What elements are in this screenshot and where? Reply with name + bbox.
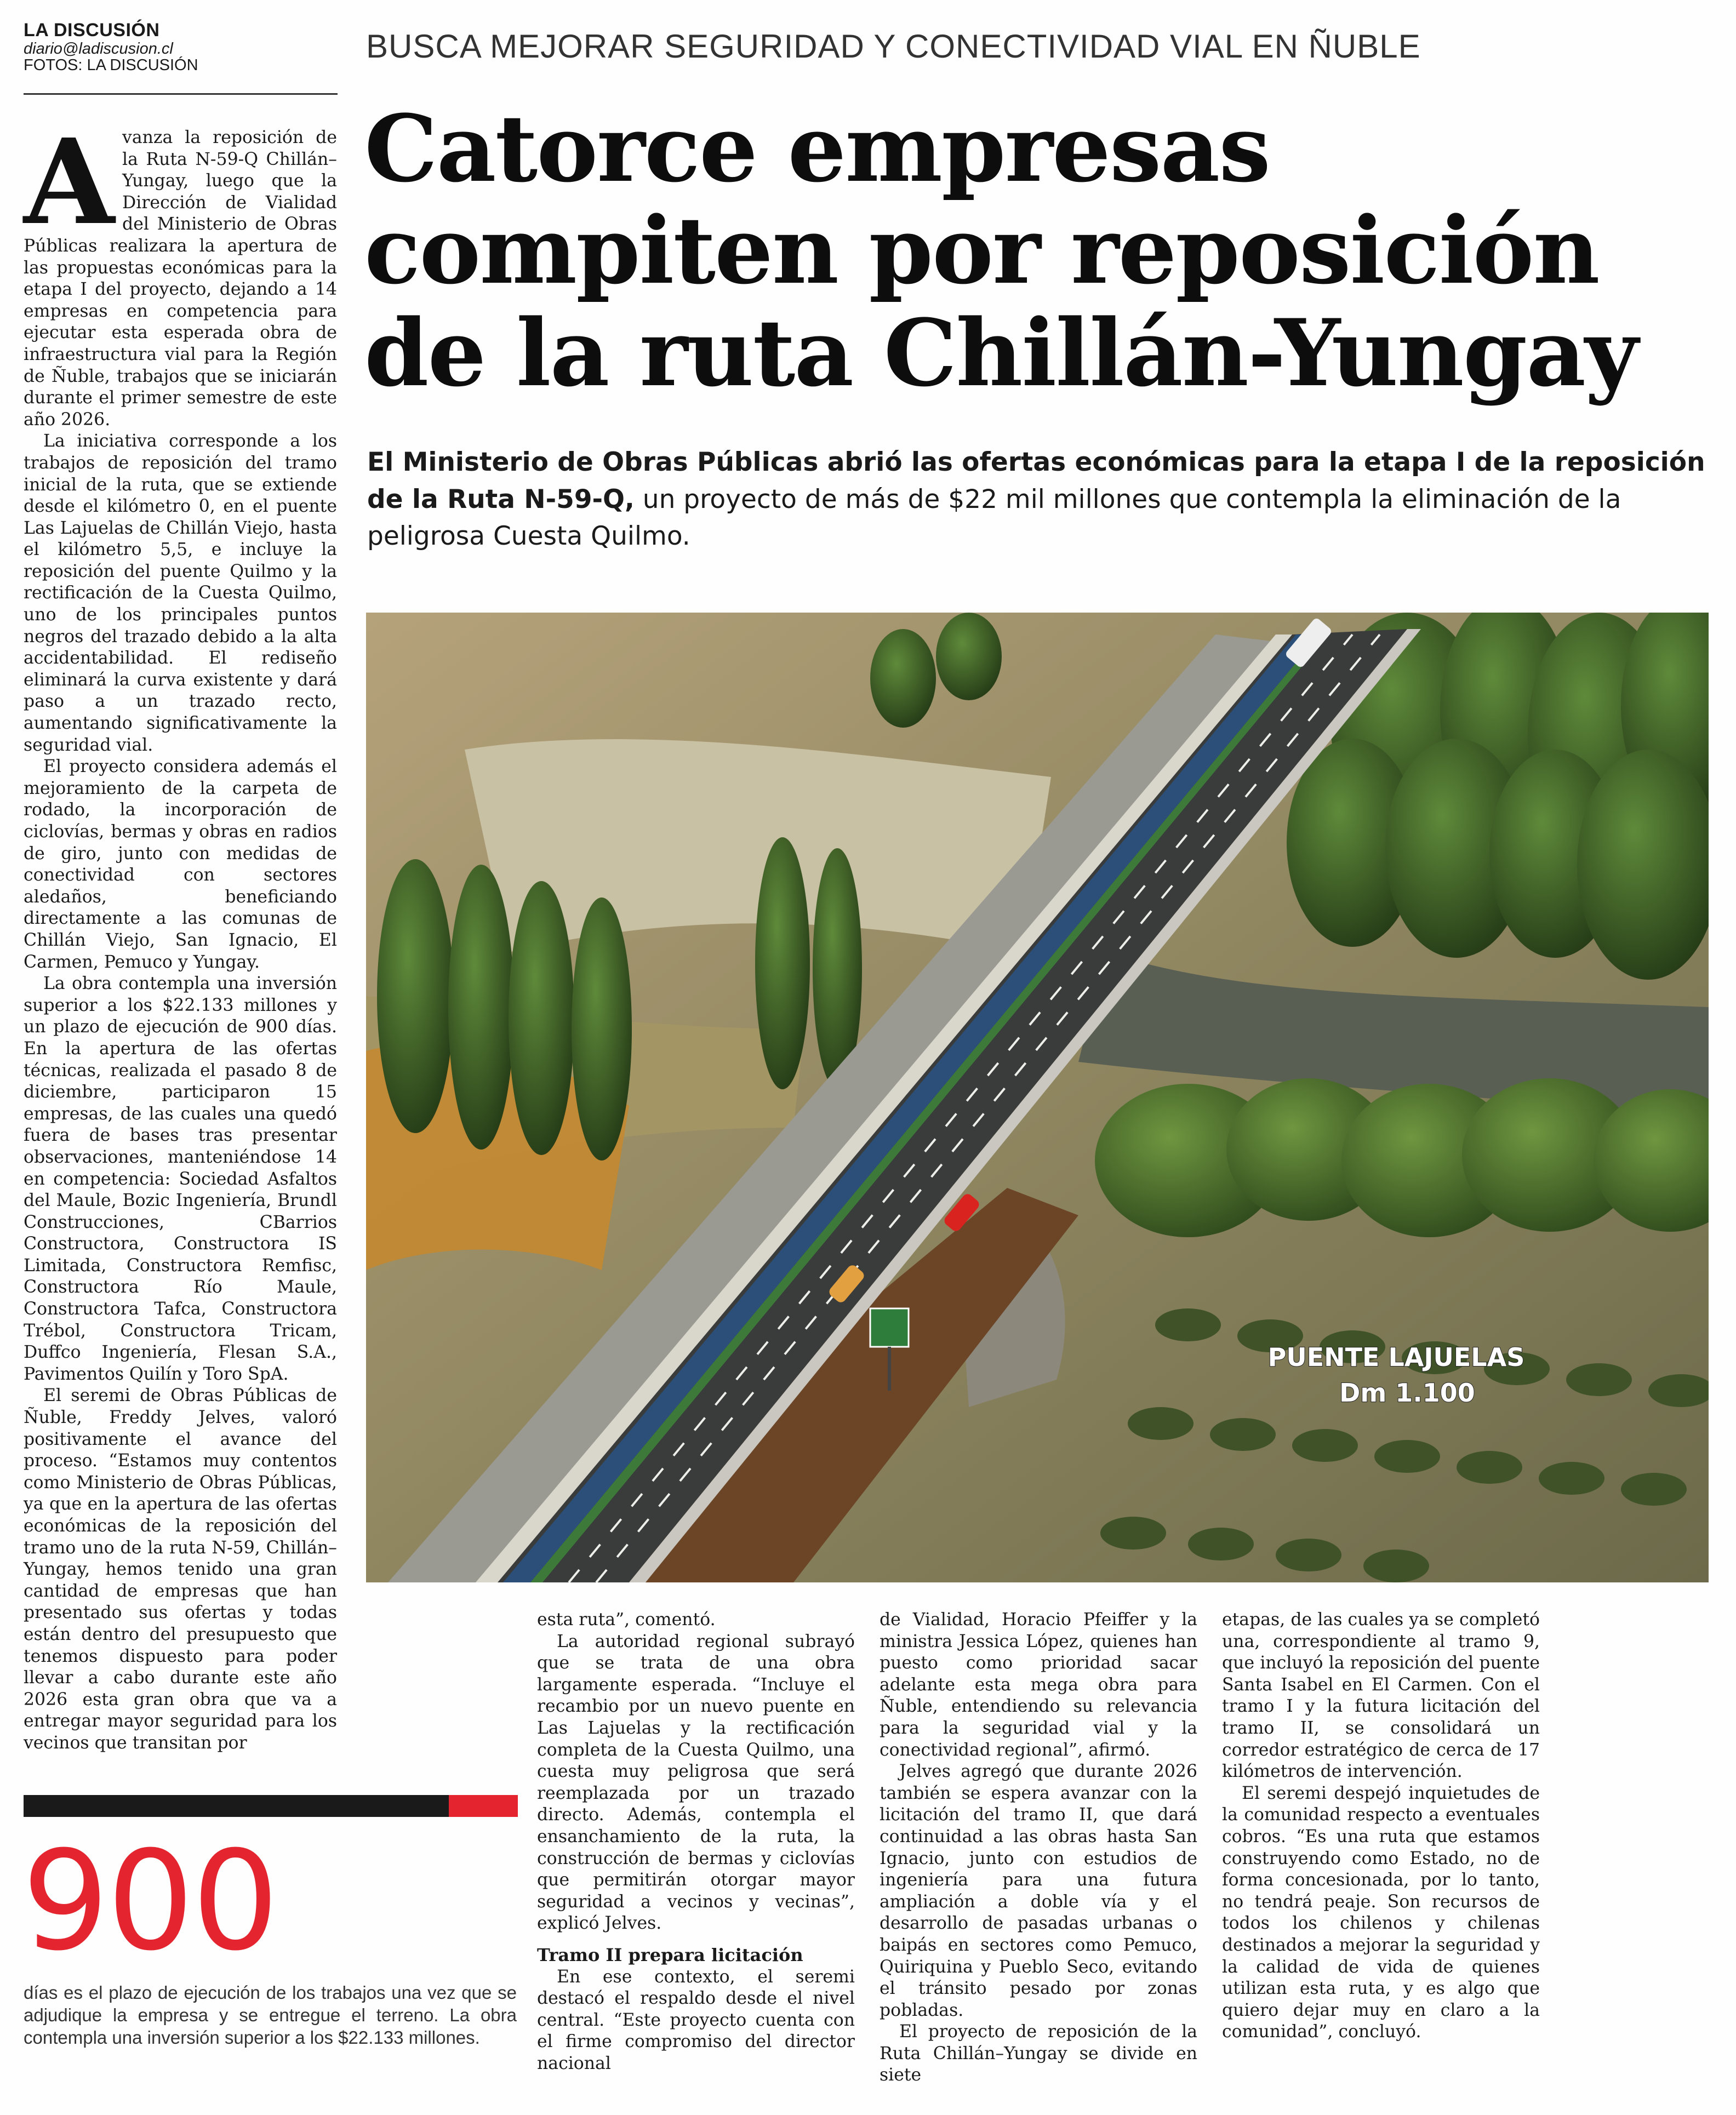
deck [367,444,1721,555]
body-paragraph: etapas, de las cuales ya se completó una, correspondiente al tramo 9, que incluyó la reposición del puente Santa Isabel en El Carmen. Con el tramo I y la futura licitación del tramo II, se consolidará un corredor estratégico de cerca de 17 kilómetros de intervención. [1222,1610,1540,1782]
body-paragraph: Jelves agregó que durante 2026 también se espera avanzar con la licitación del tramo II, que dará continuidad a las obras hasta San Ignacio, junto con estudios de ingeniería para una futura ampliación a doble vía y el desarrollo de pasadas urbanas o baipás en sectores como Pemuco, Quiriquina y Pueblo Seco, evitando el tránsito pesado por zonas pobladas. [880,1762,1197,2020]
kicker: BUSCA MEJORAR SEGURIDAD Y CONECTIVIDAD VIAL EN ÑUBLE [366,28,1421,65]
photo-label-distance: Dm 1.100 [1339,1378,1475,1408]
body-paragraph: La iniciativa corresponde a los trabajos de reposición del tramo inicial de la ruta, que se extiende desde el kilómetro 0, en el puente Las Lajuelas de Chillán Viejo, hasta el kilómetro 5,5, e incluye la reposición del puente Quilmo y la rectificación de la Cuesta Quilmo, uno de los principales puntos negros del trazado debido a la alta accidentabilidad. El rediseño eliminará la curva existente y dará paso a un trazado recto, aumentando significativamente la seguridad vial. [24,431,337,755]
body-paragraph: El seremi despejó inquietudes de la comunidad respecto a eventuales cobros. “Es una ruta que estamos construyendo como Estado, no de forma concesionada, por lo tanto, no tendrá peaje. Son recursos de todos los chilenos y chilenas destinados a mejorar la seguridad y la calidad de vida de quienes utilizan esta ruta, y es algo que quiero dejar muy en claro a la comunidad”, concluyó. [1222,1783,1540,2042]
deck-bold: El Ministerio de Obras Públicas abrió las ofertas económicas para la etapa I de la reposición de la Ruta N-59-Q, [367,447,1705,515]
body-paragraph: El proyecto considera además el mejoramiento de la carpeta de rodado, la incorporación de ciclovías, bermas y obras en radios de giro, junto con medidas de conectividad con sectores aledaños, beneficiando directamente a las comunas de Chillán Viejo, San Ignacio, El Carmen, Pemuco y Yungay. [24,757,337,972]
photo-credit: FOTOS: LA DISCUSIÓN [24,56,198,75]
article-column-4 [1222,1609,1540,2043]
bridge-photo [366,613,1709,1582]
headline-line: de la ruta Chillán-Yungay [364,298,1637,407]
body-paragraph [24,113,337,431]
body-paragraph: El proyecto de reposición de la Ruta Chillán–Yungay se divide en siete [880,2022,1197,2085]
article-column-3 [880,1609,1197,2087]
stat-number: 900 [22,1821,277,1981]
publication-credit [24,21,336,74]
photo-label-bridge: PUENTE LAJUELAS [1267,1342,1525,1372]
stat-caption: días es el plazo de ejecución de los trabajos una vez que se adjudique la empresa y se entregue el terreno. La obra contempla una inversión superior a los $22.133 millones. [24,1982,517,2048]
stat-bar-black [24,1795,449,1817]
body-paragraph: de Vialidad, Horacio Pfeiffer y la ministra Jessica López, quienes han puesto como prioridad sacar adelante esta mega obra para Ñuble, entendiendo su relevancia para la seguridad vial y la conectividad regional”, afirmó. [880,1610,1197,1760]
header-divider [24,93,338,95]
article-column-1 [24,113,337,1754]
headline-line: compiten por reposición [364,196,1599,305]
publication-name: LA DISCUSIÓN [24,20,160,41]
paragraph-text: vanza la reposición de la Ruta N-59-Q Chillán–Yungay, luego que la Dirección de Vialidad del Ministerio de Obras Públicas realizara la apertura de las propuestas económicas para la etapa I del proyecto, dejando a 14 empresas en competencia para ejecutar esta esperada obra de infraestructura vial para la Región de Ñuble, trabajos que se iniciarán durante el primer semestre de este año 2026. [24,128,337,430]
subheading: Tramo II prepara licitación [537,1944,803,1965]
drop-cap: A [24,113,115,251]
body-paragraph: En ese contexto, el seremi destacó el respaldo desde el nivel central. “Este proyecto cuenta con el firme compromiso del director nacional [537,1967,855,2073]
body-paragraph: La obra contempla una inversión superior a los $22.133 millones y un plazo de ejecución de 900 días. En la apertura de las ofertas técnicas, realizada el pasado 8 de diciembre, participaron 15 empresas, de las cuales una quedó fuera de bases tras presentar observaciones, manteniéndose 14 en competencia: Sociedad Asfaltos del Maule, Bozic Ingeniería, Brundl Construcciones, CBarrios Constructora, Constructora IS Limitada, Constructora Remfisc, Constructora Río Maule, Constructora Tafca, Constructora Trébol, Constructora Tricam, Duffco Ingeniería, Flesan S.A., Pavimentos Quilín y Toro SpA. [24,974,337,1384]
bridge-render-image [366,613,1709,1582]
publication-email[interactable]: diario@ladiscusion.cl [24,39,173,58]
body-paragraph: La autoridad regional subrayó que se trata de una obra largamente esperada. “Incluye el recambio por un nuevo puente en Las Lajuelas y la rectificación completa de la Cuesta Quilmo, una cuesta muy peligrosa que será reemplazada por un trazado directo. Además, contempla el ensanchamiento de la ruta, la construcción de bermas y ciclovías que permitirán otorgar mayor seguridad a vecinos y vecinas”, explicó Jelves. [537,1631,855,1934]
deck-regular: un proyecto de más de $22 mil millones que contempla la eliminación de la peligrosa Cuesta Quilmo. [367,484,1621,552]
article-column-2 [537,1609,855,2074]
headline [364,94,1723,407]
stat-bar-red [449,1795,518,1817]
body-paragraph: El seremi de Obras Públicas de Ñuble, Freddy Jelves, valoró positivamente el avance del proceso. “Estamos muy contentos como Ministerio de Obras Públicas, ya que en la apertura de las ofertas económicas de la reposición del tramo uno de la ruta N-59, Chillán–Yungay, hemos tenido una gran cantidad de empresas que han presentado sus ofertas y todas están dentro del presupuesto que tenemos dispuesto para poder llevar a cabo durante este año 2026 esta gran obra que va a entregar mayor seguridad para los vecinos que transitan por [24,1386,337,1753]
body-paragraph: esta ruta”, comentó. [537,1610,716,1630]
headline-line: Catorce empresas [364,94,1270,203]
